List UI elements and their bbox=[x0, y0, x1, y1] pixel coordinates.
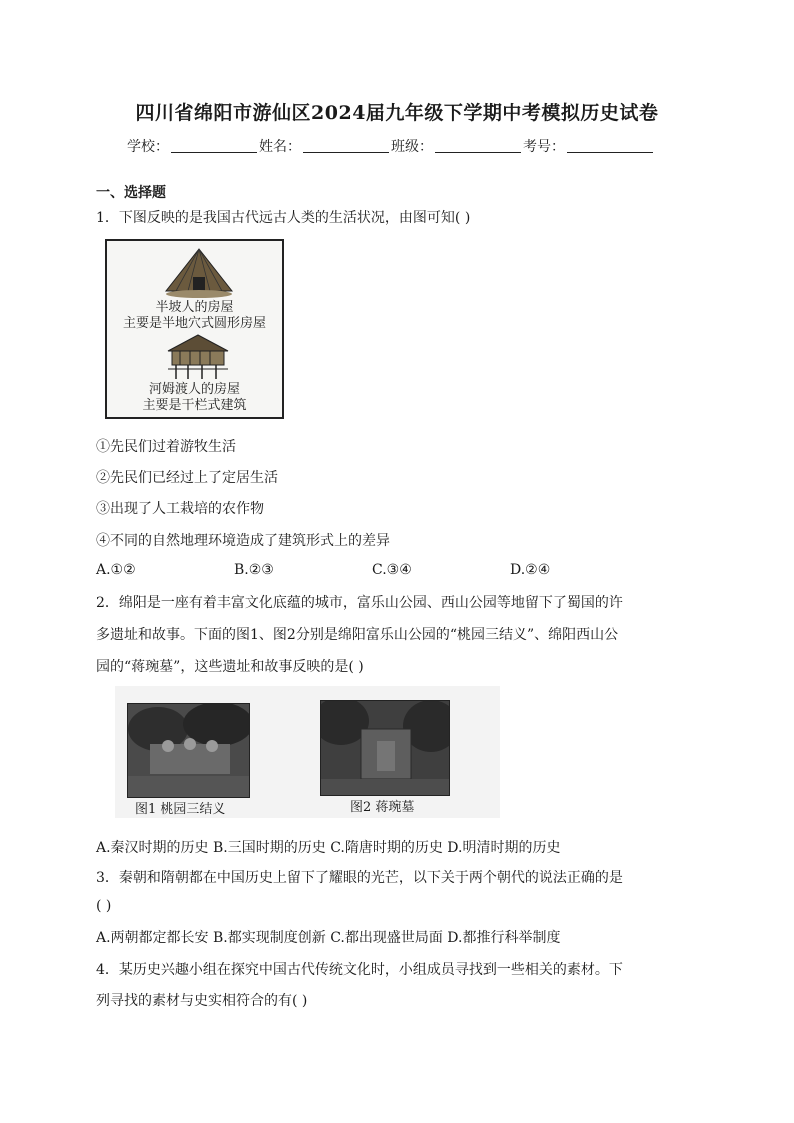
fig2-caption: 图2 蒋琬墓 bbox=[350, 800, 415, 815]
number-blank bbox=[567, 151, 653, 153]
q1-stem: 1．下图反映的是我国古代远古人类的生活状况，由图可知( ) bbox=[96, 210, 471, 226]
school-label: 学校： bbox=[127, 139, 169, 155]
q2-options: A.秦汉时期的历史 B.三国时期的历史 C.隋唐时期的历史 D.明清时期的历史 bbox=[96, 840, 561, 856]
fig1-caption: 图1 桃园三结义 bbox=[135, 802, 226, 817]
hemudu-house-illustration bbox=[162, 333, 234, 381]
q1-option-a[interactable]: A.①② bbox=[96, 562, 136, 578]
q1-option-c[interactable]: C.③④ bbox=[372, 562, 412, 578]
name-blank bbox=[303, 151, 389, 153]
taoyuan-photo bbox=[127, 703, 250, 798]
hemudu-caption-2: 主要是干栏式建筑 bbox=[142, 398, 247, 413]
q3-stem-line-2: ( ) bbox=[96, 898, 112, 914]
q4-stem-line-2: 列寻找的素材与史实相符合的有( ) bbox=[96, 993, 308, 1009]
q4-stem-line-1: 4．某历史兴趣小组在探究中国古代传统文化时，小组成员寻找到一些相关的素材。下 bbox=[96, 962, 623, 978]
q2-stem-line-3: 园的“蒋琬墓”，这些遗址和故事反映的是( ) bbox=[96, 659, 364, 675]
q3-options: A.两朝都定都长安 B.都实现制度创新 C.都出现盛世局面 D.都推行科举制度 bbox=[96, 930, 561, 946]
banpo-caption-2: 主要是半地穴式圆形房屋 bbox=[122, 316, 266, 331]
class-label: 班级： bbox=[391, 139, 433, 155]
q3-stem-line-1: 3．秦朝和隋朝都在中国历史上留下了耀眼的光芒，以下关于两个朝代的说法正确的是 bbox=[96, 870, 623, 886]
q2-stem-line-1: 2．绵阳是一座有着丰富文化底蕴的城市，富乐山公园、西山公园等地留下了蜀国的许 bbox=[96, 595, 623, 611]
banpo-house-illustration bbox=[164, 247, 234, 299]
q2-stem-line-2: 多遗址和故事。下面的图1、图2分别是绵阳富乐山公园的“桃园三结义”、绵阳西山公 bbox=[96, 627, 619, 643]
q1-statement-4: ④不同的自然地理环境造成了建筑形式上的差异 bbox=[96, 533, 390, 549]
taoyuan-photo-image bbox=[128, 704, 249, 797]
q1-statement-3: ③出现了人工栽培的农作物 bbox=[96, 501, 264, 517]
q1-option-b[interactable]: B.②③ bbox=[234, 562, 274, 578]
banpo-caption-1: 半坡人的房屋 bbox=[155, 300, 234, 315]
section-heading: 一、选择题 bbox=[96, 185, 166, 201]
exam-title: 四川省绵阳市游仙区2024届九年级下学期中考模拟历史试卷 bbox=[135, 102, 659, 124]
hemudu-caption-1: 河姆渡人的房屋 bbox=[148, 382, 240, 397]
school-blank bbox=[171, 151, 257, 153]
q1-figure bbox=[105, 239, 284, 419]
q1-statement-2: ②先民们已经过上了定居生活 bbox=[96, 470, 278, 486]
name-label: 姓名： bbox=[259, 139, 301, 155]
q1-statement-1: ①先民们过着游牧生活 bbox=[96, 439, 236, 455]
number-label: 考号： bbox=[523, 139, 565, 155]
class-blank bbox=[435, 151, 521, 153]
jiangwan-tomb-photo bbox=[320, 700, 450, 796]
student-info-row bbox=[127, 136, 655, 156]
jiangwan-tomb-photo-image bbox=[321, 701, 449, 795]
q1-option-d[interactable]: D.②④ bbox=[510, 562, 551, 578]
